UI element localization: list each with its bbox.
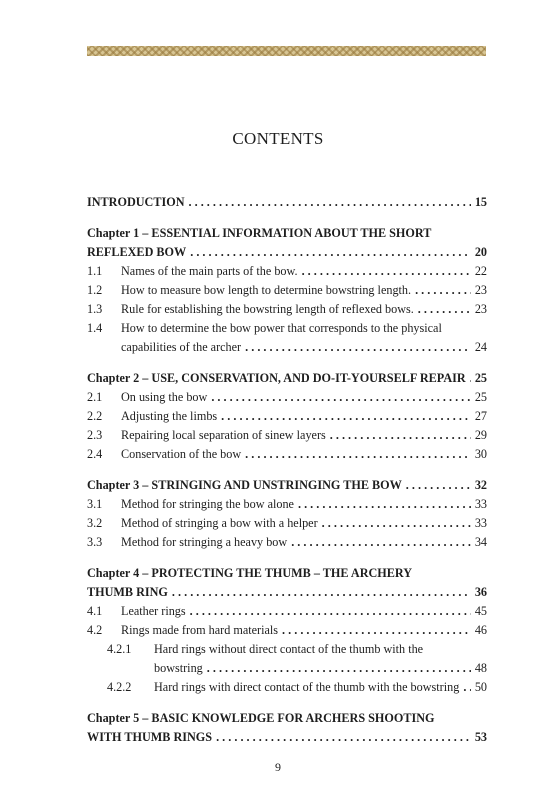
toc-entry[interactable] <box>87 318 487 338</box>
dot-leader <box>406 475 471 495</box>
toc-entry-title: Chapter 3 – STRINGING AND UNSTRINGING THE BOW <box>87 478 402 492</box>
toc-entry-title: Names of the main parts of the bow. <box>121 264 298 278</box>
toc-entry-title: How to measure bow length to determine bowstring length. <box>121 283 412 297</box>
toc-page-number: 29 <box>474 428 487 442</box>
dot-leader <box>330 425 471 445</box>
page-title: CONTENTS <box>232 129 324 148</box>
dot-leader <box>207 658 471 678</box>
toc-entry[interactable] <box>87 513 487 533</box>
toc-entry[interactable] <box>87 708 487 728</box>
toc-entry-title: Chapter 4 – PROTECTING THE THUMB – THE ARCHERY <box>87 566 413 580</box>
toc-entry[interactable] <box>87 532 487 552</box>
toc-page-number: 50 <box>474 680 487 694</box>
toc-section-number: 3.3 <box>87 535 103 549</box>
toc-entry[interactable] <box>87 368 487 388</box>
toc-entry[interactable] <box>87 582 487 602</box>
toc-entry-title: Method of stringing a bow with a helper <box>121 516 318 530</box>
toc-page-number: 20 <box>474 245 487 259</box>
toc-entry[interactable] <box>87 242 487 262</box>
dot-leader <box>211 387 470 407</box>
toc-entry-title: Method for stringing a heavy bow <box>121 535 288 549</box>
toc-entry[interactable] <box>87 280 487 300</box>
dot-leader <box>282 620 471 640</box>
toc-entry-title: WITH THUMB RINGS <box>87 730 213 744</box>
toc-entry-title: Rings made from hard materials <box>121 623 279 637</box>
toc-page-number: 34 <box>474 535 487 549</box>
toc-page-number: 45 <box>474 604 487 618</box>
toc-section-number: 4.2.2 <box>107 680 132 694</box>
header-ornament-band <box>87 46 486 56</box>
toc-section-number: 2.3 <box>87 428 103 442</box>
toc-section-number: 4.2 <box>87 623 103 637</box>
toc-entry-title: How to determine the bow power that corresponds to the physical <box>121 321 442 335</box>
dot-leader <box>190 601 471 621</box>
toc-section-number: 4.2.1 <box>107 642 132 656</box>
toc-entry-title: INTRODUCTION <box>87 195 185 209</box>
dot-leader <box>463 677 471 697</box>
toc-page-number: 15 <box>474 195 487 209</box>
dot-leader <box>415 280 471 300</box>
toc-entry-title: Hard rings with direct contact of the thumb with the bowstring <box>154 680 460 694</box>
toc-entry-title: Leather rings <box>121 604 186 618</box>
toc-entry[interactable] <box>87 299 487 319</box>
toc-entry-title: THUMB RING <box>87 585 168 599</box>
toc-entry-title: capabilities of the archer <box>121 340 242 354</box>
dot-leader <box>190 242 471 262</box>
toc-entry-title: bowstring <box>154 661 203 675</box>
toc-entry[interactable] <box>87 444 487 464</box>
toc-section-number: 3.2 <box>87 516 103 530</box>
toc-entry[interactable] <box>87 192 487 212</box>
toc-section-number: 4.1 <box>87 604 103 618</box>
dot-leader <box>322 513 471 533</box>
toc-entry[interactable] <box>87 563 487 583</box>
dot-leader <box>418 299 471 319</box>
toc-entry[interactable] <box>87 658 487 678</box>
toc-entry[interactable] <box>87 494 487 514</box>
toc-page-number: 33 <box>474 497 487 511</box>
page-number: 9 <box>275 760 281 774</box>
toc-section-number: 2.1 <box>87 390 103 404</box>
dot-leader <box>291 532 471 552</box>
toc-entry-title: Conservation of the bow <box>121 447 242 461</box>
dot-leader <box>245 337 471 357</box>
toc-entry[interactable] <box>87 406 487 426</box>
toc-page-number: 48 <box>474 661 487 675</box>
toc-entry[interactable] <box>87 601 487 621</box>
toc-section-number: 2.2 <box>87 409 103 423</box>
toc-entry-title: Hard rings without direct contact of the thumb with the <box>154 642 424 656</box>
toc-entry[interactable] <box>87 475 487 495</box>
toc-page-number: 25 <box>474 390 487 404</box>
toc-entry[interactable] <box>87 727 487 747</box>
toc-entry-title: REFLEXED BOW <box>87 245 187 259</box>
toc-entry-title: Repairing local separation of sinew layers <box>121 428 326 442</box>
dot-leader <box>470 368 471 388</box>
toc-page-number: 22 <box>474 264 487 278</box>
toc-section-number: 2.4 <box>87 447 103 461</box>
toc-section-number: 3.1 <box>87 497 103 511</box>
toc-entry-title: Chapter 2 – USE, CONSERVATION, AND DO-IT-YOURSELF REPAIR <box>87 371 466 385</box>
toc-entry[interactable] <box>87 620 487 640</box>
toc-entry-title: On using the bow <box>121 390 208 404</box>
toc-page-number: 46 <box>474 623 487 637</box>
toc-entry[interactable] <box>87 387 487 407</box>
toc-entry-title: Rule for establishing the bowstring length of reflexed bows. <box>121 302 414 316</box>
toc-page-number: 32 <box>474 478 487 492</box>
dot-leader <box>221 406 471 426</box>
toc-section-number: 1.4 <box>87 321 103 335</box>
toc-page-number: 53 <box>474 730 487 744</box>
toc-section-number: 1.1 <box>87 264 103 278</box>
toc-page-number: 33 <box>474 516 487 530</box>
toc-entry[interactable] <box>87 677 487 697</box>
toc-entry[interactable] <box>87 425 487 445</box>
toc-entry-title: Method for stringing the bow alone <box>121 497 294 511</box>
dot-leader <box>216 727 471 747</box>
toc-entry[interactable] <box>87 639 487 659</box>
toc-entry-title: Chapter 5 – BASIC KNOWLEDGE FOR ARCHERS SHOOTING <box>87 711 435 725</box>
toc-entry[interactable] <box>87 223 487 243</box>
toc-page-number: 25 <box>474 371 487 385</box>
toc-page-number: 23 <box>474 302 487 316</box>
dot-leader <box>298 494 471 514</box>
toc-entry[interactable] <box>87 261 487 281</box>
dot-leader <box>245 444 471 464</box>
toc-entry-title: Adjusting the limbs <box>121 409 218 423</box>
toc-page-number: 30 <box>474 447 487 461</box>
dot-leader <box>189 192 471 212</box>
dot-leader <box>172 582 471 602</box>
toc-page-number: 27 <box>474 409 487 423</box>
toc-entry-title: Chapter 1 – ESSENTIAL INFORMATION ABOUT THE SHORT <box>87 226 432 240</box>
toc-page-number: 23 <box>474 283 487 297</box>
dot-leader <box>302 261 471 281</box>
toc-section-number: 1.3 <box>87 302 103 316</box>
toc-page-number: 36 <box>474 585 487 599</box>
toc-page-number: 24 <box>474 340 487 354</box>
toc-section-number: 1.2 <box>87 283 103 297</box>
toc-entry[interactable] <box>87 337 487 357</box>
